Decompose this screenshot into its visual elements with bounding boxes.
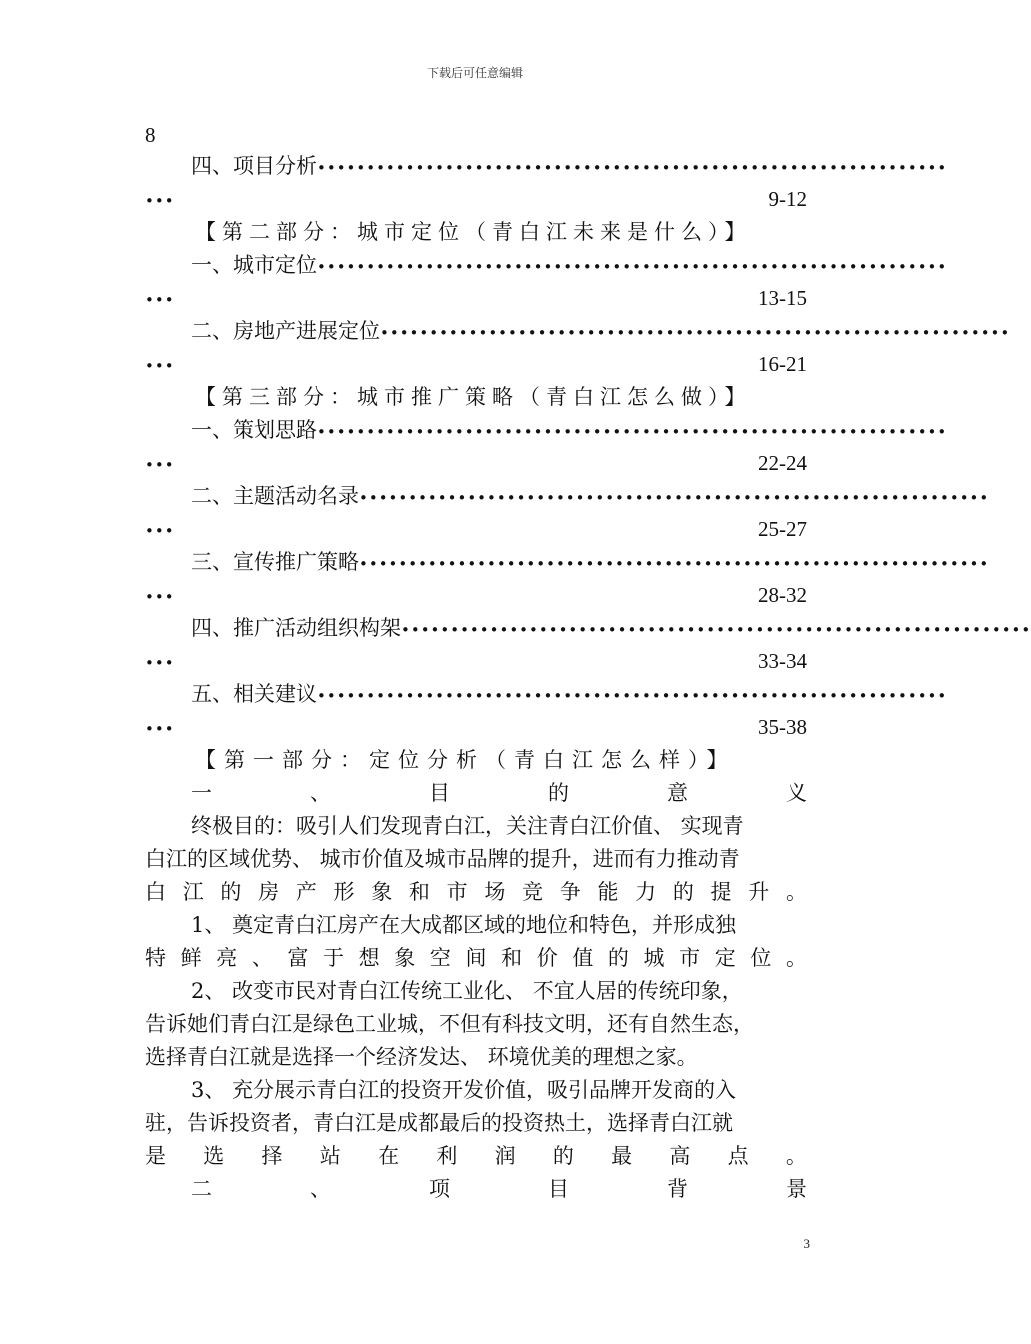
char: 定 — [714, 946, 736, 970]
toc-entry-index: 一、 — [191, 418, 233, 442]
toc-entry[interactable] — [145, 678, 948, 711]
toc-entry-index: 二、 — [191, 319, 233, 343]
toc-leader-dots: ••• — [145, 720, 175, 738]
char: 提 — [710, 880, 732, 904]
toc-page-range: 25-27 — [758, 517, 807, 541]
toc-entry-title: 房地产进展定位 — [233, 319, 380, 343]
toc-entry-title: 项目分析 — [233, 154, 317, 178]
char: 在 — [378, 1144, 400, 1168]
toc-entry-index: 四、 — [191, 154, 233, 178]
paragraph-line: 1、 奠定青白江房产在大成都区域的地位和特色，并形成独 — [191, 913, 737, 937]
toc-part-heading[interactable]: 【第二部分：城市定位（青白江未来是什么）】 — [195, 220, 752, 244]
char: 市 — [446, 880, 468, 904]
toc-entry-title: 主题活动名录 — [233, 484, 359, 508]
document-body — [145, 120, 1031, 1206]
char: 市 — [679, 946, 701, 970]
section-title-char: 一 — [191, 781, 212, 805]
char: 价 — [536, 946, 558, 970]
section-title-char: 、 — [310, 1177, 331, 1201]
char: 想 — [358, 946, 380, 970]
char: 亮 — [216, 946, 238, 970]
section-title — [145, 1173, 807, 1206]
char: 的 — [672, 880, 694, 904]
toc-leader-dots: ••• — [145, 654, 175, 672]
char: 的 — [220, 880, 242, 904]
toc-leader-dots: ••• — [145, 522, 175, 540]
toc-entry-index: 五、 — [191, 682, 233, 706]
char: 利 — [436, 1144, 458, 1168]
toc-entry-pages-row — [145, 348, 807, 381]
char: 是 — [145, 1144, 166, 1168]
section-title-char: 目 — [548, 1177, 569, 1201]
paragraph-line: 2、 改变市民对青白江传统工业化、 不宜人居的传统印象， — [191, 979, 743, 1003]
char: 最 — [611, 1144, 633, 1168]
toc-entry[interactable] — [145, 315, 1011, 348]
char: 场 — [484, 880, 506, 904]
char: 。 — [785, 1144, 807, 1168]
char: 站 — [319, 1144, 341, 1168]
paragraph-line: 选择青白江就是选择一个经济发达、 环境优美的理想之家。 — [145, 1045, 698, 1069]
toc-entry[interactable] — [145, 150, 948, 183]
char: 选 — [203, 1144, 225, 1168]
char: 、 — [251, 946, 273, 970]
toc-page-range: 35-38 — [758, 715, 807, 739]
toc-entry-pages-row — [145, 711, 807, 744]
toc-entry-title: 宣传推广策略 — [233, 550, 359, 574]
toc-leader-dots: ••• — [145, 588, 175, 606]
char: 象 — [394, 946, 416, 970]
char: 房 — [258, 880, 280, 904]
char: 象 — [371, 880, 393, 904]
char: 位 — [750, 946, 772, 970]
toc-entry-pages-row — [145, 645, 807, 678]
toc-carry-page: 8 — [145, 123, 156, 147]
toc-entry[interactable] — [145, 546, 990, 579]
toc-part-heading[interactable]: 【第三部分：城市推广策略（青白江怎么做）】 — [195, 385, 752, 409]
char: 城 — [643, 946, 665, 970]
section-title-char: 、 — [310, 781, 331, 805]
toc-entry-title: 城市定位 — [233, 253, 317, 277]
toc-entry-title: 策划思路 — [233, 418, 317, 442]
toc-page-range: 28-32 — [758, 583, 807, 607]
char: 升 — [748, 880, 770, 904]
char: 值 — [572, 946, 594, 970]
paragraph-line-justified — [145, 876, 807, 909]
toc-leader-dots: •••••••••••••••••••••••••••••••••••••••••••••••••••••••••••••••• — [317, 258, 948, 276]
toc-entry-pages-row — [145, 183, 807, 216]
char: 力 — [635, 880, 657, 904]
toc-leader-dots: ••• — [145, 456, 175, 474]
char: 能 — [597, 880, 619, 904]
char: 空 — [429, 946, 451, 970]
section-title-char: 项 — [429, 1177, 450, 1201]
toc-page-range: 16-21 — [758, 352, 807, 376]
char: 产 — [295, 880, 317, 904]
section-title-char: 的 — [548, 781, 569, 805]
part-heading: 【第一部分：定位分析（青白江怎么样）】 — [195, 748, 736, 772]
section-title-char: 意 — [667, 781, 688, 805]
toc-entry[interactable] — [145, 414, 948, 447]
toc-entry-title: 相关建议 — [233, 682, 317, 706]
char: 于 — [323, 946, 345, 970]
toc-leader-dots: •••••••••••••••••••••••••••••••••••••••••••••••••••••••••••••••• — [401, 621, 1031, 639]
page-header: 下载后可任意编辑 — [426, 66, 523, 80]
char: 择 — [261, 1144, 283, 1168]
toc-leader-dots: •••••••••••••••••••••••••••••••••••••••••••••••••••••••••••••••• — [317, 159, 948, 177]
char: 白 — [145, 880, 166, 904]
char: 形 — [333, 880, 355, 904]
toc-leader-dots: •••••••••••••••••••••••••••••••••••••••••••••••••••••••••••••••• — [317, 423, 948, 441]
toc-entry[interactable] — [145, 249, 948, 282]
toc-entry[interactable] — [145, 480, 990, 513]
toc-page-range: 33-34 — [758, 649, 807, 673]
toc-entry-pages-row — [145, 513, 807, 546]
toc-page-range: 13-15 — [758, 286, 807, 310]
toc-entry-index: 三、 — [191, 550, 233, 574]
toc-entry-pages-row — [145, 579, 807, 612]
char: 特 — [145, 946, 166, 970]
toc-page-range: 22-24 — [758, 451, 807, 475]
char: 。 — [785, 880, 807, 904]
char: 。 — [785, 946, 807, 970]
section-title-char: 背 — [667, 1177, 688, 1201]
paragraph-line: 白江的区域优势、 城市价值及城市品牌的提升，进而有力推动青 — [145, 847, 740, 871]
char: 争 — [559, 880, 581, 904]
page-number: 3 — [803, 1236, 810, 1251]
char: 和 — [501, 946, 523, 970]
section-title-char: 目 — [429, 781, 450, 805]
paragraph-line-justified — [145, 942, 807, 975]
toc-leader-dots: ••• — [145, 291, 175, 309]
toc-leader-dots: •••••••••••••••••••••••••••••••••••••••••••••••••••••••••••••••• — [380, 324, 1011, 342]
toc-leader-dots: •••••••••••••••••••••••••••••••••••••••••••••••••••••••••••••••• — [317, 687, 948, 705]
toc-entry-pages-row — [145, 282, 807, 315]
paragraph-line-justified — [145, 1140, 807, 1173]
toc-page-range: 9-12 — [768, 187, 807, 211]
paragraph-line: 驻，告诉投资者，青白江是成都最后的投资热土，选择青白江就 — [145, 1111, 733, 1135]
char: 富 — [287, 946, 309, 970]
char: 间 — [465, 946, 487, 970]
toc-entry-index: 四、 — [191, 616, 233, 640]
char: 鲜 — [180, 946, 202, 970]
toc-entry[interactable] — [145, 612, 1031, 645]
toc-entry-pages-row — [145, 447, 807, 480]
toc-leader-dots: ••• — [145, 357, 175, 375]
char: 高 — [669, 1144, 691, 1168]
toc-leader-dots: ••• — [145, 192, 175, 210]
toc-entry-index: 二、 — [191, 484, 233, 508]
section-title — [145, 777, 807, 810]
paragraph-line: 告诉她们青白江是绿色工业城，不但有科技文明，还有自然生态， — [145, 1012, 754, 1036]
section-title-char: 景 — [786, 1177, 807, 1201]
char: 润 — [494, 1144, 516, 1168]
char: 和 — [408, 880, 430, 904]
char: 点 — [727, 1144, 749, 1168]
toc-entry-title: 推广活动组织构架 — [233, 616, 401, 640]
section-title-char: 义 — [786, 781, 807, 805]
toc-leader-dots: •••••••••••••••••••••••••••••••••••••••••••••••••••••••••••••••• — [359, 489, 990, 507]
char: 江 — [182, 880, 204, 904]
paragraph-line: 终极目的：吸引人们发现青白江，关注青白江价值、 实现青 — [191, 814, 744, 838]
toc-entry-index: 一、 — [191, 253, 233, 277]
toc-leader-dots: •••••••••••••••••••••••••••••••••••••••••••••••••••••••••••••••• — [359, 555, 990, 573]
char: 的 — [607, 946, 629, 970]
char: 的 — [552, 1144, 574, 1168]
section-title-char: 二 — [191, 1177, 212, 1201]
paragraph-line: 3、 充分展示青白江的投资开发价值，吸引品牌开发商的入 — [191, 1078, 737, 1102]
char: 竞 — [522, 880, 544, 904]
